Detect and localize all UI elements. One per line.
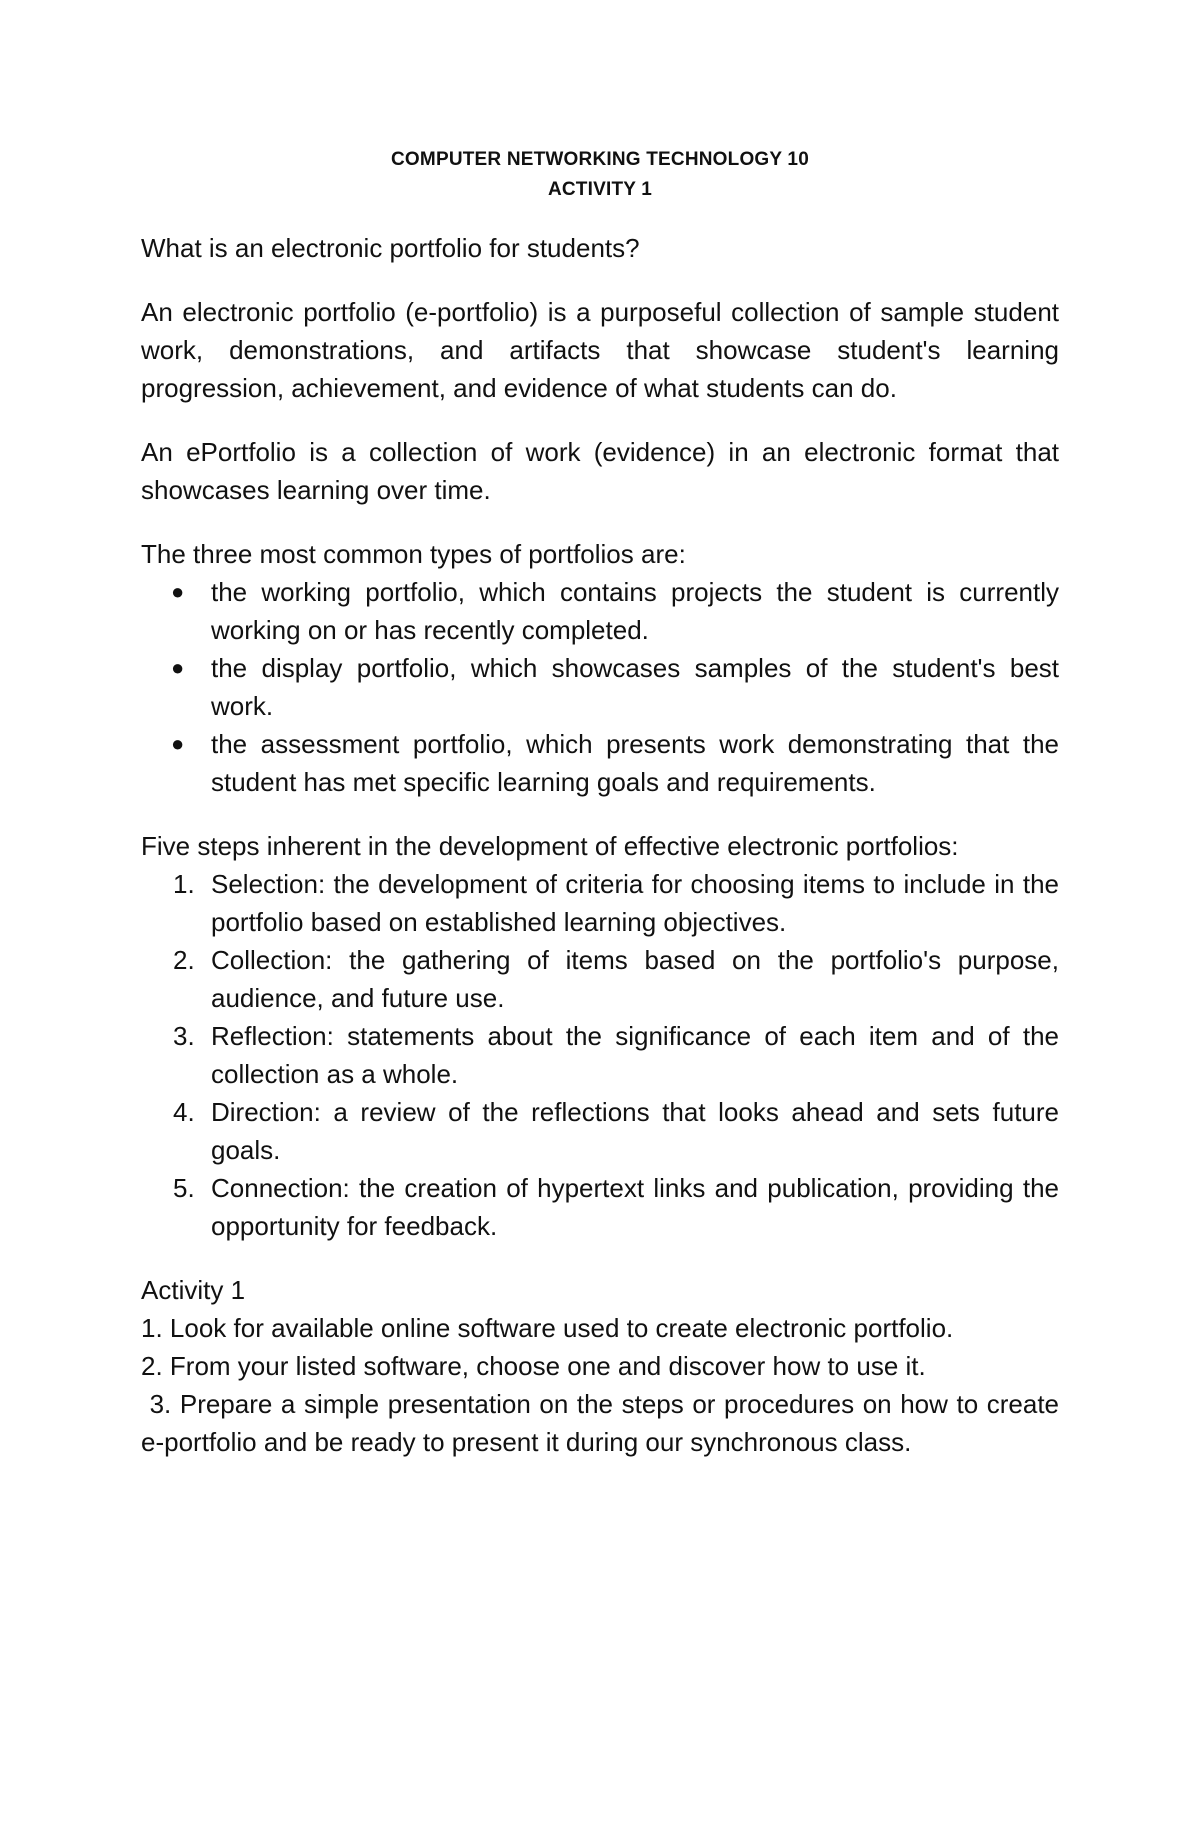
document-content (141, 145, 1059, 1461)
portfolio-types-list (141, 573, 1059, 801)
list-item (141, 1017, 1059, 1093)
list-item-text: the display portfolio, which showcases samples of the student's best work. (211, 653, 1059, 721)
document-subtitle: ACTIVITY 1 (547, 179, 653, 200)
step-text: Selection: the development of criteria for choosing items to include in the portfolio based on established learning objectives. (211, 869, 1059, 937)
list-item (141, 1093, 1059, 1169)
document-header (141, 145, 1059, 205)
step-number: 1. (173, 869, 195, 899)
activity-item: 2. From your listed software, choose one and discover how to use it. (141, 1351, 926, 1381)
activity-item: 3. Prepare a simple presentation on the steps or procedures on how to create e-portfolio and be ready to present it during our synchronous class. (141, 1389, 1059, 1457)
eportfolio-paragraph: An ePortfolio is a collection of work (evidence) in an electronic format that showcases learning over time. (141, 437, 1059, 505)
document-title: COMPUTER NETWORKING TECHNOLOGY 10 (391, 149, 809, 170)
list-item (141, 941, 1059, 1017)
steps-intro: Five steps inherent in the development of effective electronic portfolios: (141, 831, 959, 861)
definition-paragraph: An electronic portfolio (e-portfolio) is a purposeful collection of sample student work, demonstrations, and artifacts that showcase student's learning progression, achievement, and evidence of what students can do. (141, 297, 1059, 403)
list-item (141, 649, 1059, 725)
activity-item: 1. Look for available online software used to create electronic portfolio. (141, 1313, 954, 1343)
list-item (141, 1169, 1059, 1245)
activity-heading: Activity 1 (141, 1275, 246, 1305)
question-heading: What is an electronic portfolio for students? (141, 233, 640, 263)
step-number: 5. (173, 1173, 195, 1203)
list-item (141, 725, 1059, 801)
bullet-icon: ● (171, 655, 185, 680)
list-item (141, 865, 1059, 941)
list-item-text: the working portfolio, which contains projects the student is currently working on or has recently completed. (211, 577, 1059, 645)
step-text: Collection: the gathering of items based on the portfolio's purpose, audience, and future use. (211, 945, 1059, 1013)
steps-list (141, 865, 1059, 1245)
step-number: 4. (173, 1097, 195, 1127)
bullet-icon: ● (171, 731, 185, 756)
bullet-icon: ● (171, 579, 185, 604)
list-item-text: the assessment portfolio, which presents work demonstrating that the student has met specific learning goals and requirements. (211, 729, 1059, 797)
step-number: 3. (173, 1021, 195, 1051)
step-text: Connection: the creation of hypertext links and publication, providing the opportunity for feedback. (211, 1173, 1059, 1241)
portfolio-types-intro: The three most common types of portfolios are: (141, 539, 686, 569)
list-item (141, 573, 1059, 649)
step-text: Reflection: statements about the significance of each item and of the collection as a whole. (211, 1021, 1059, 1089)
step-number: 2. (173, 945, 195, 975)
step-text: Direction: a review of the reflections that looks ahead and sets future goals. (211, 1097, 1059, 1165)
